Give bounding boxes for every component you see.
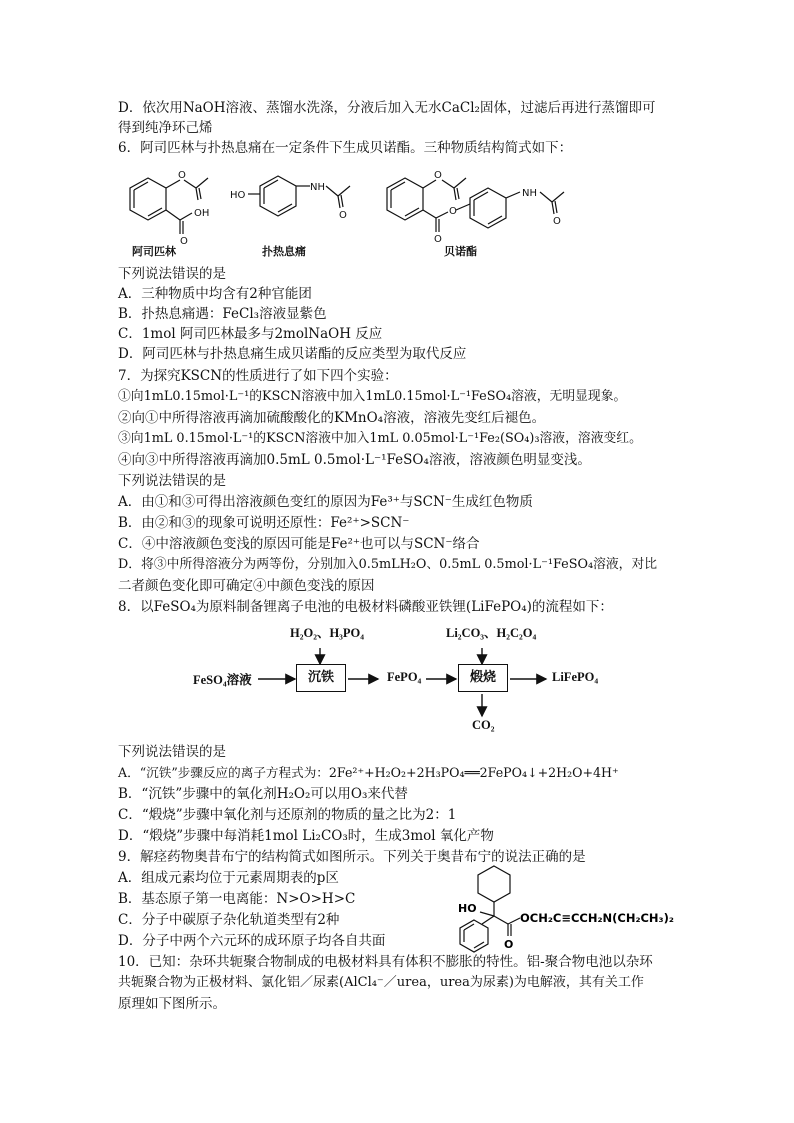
aspirin-benzene-ring [130,178,166,220]
flow-intermediate: FePO₄ [387,670,422,684]
q8-option-d: D．“煅烧”步骤中每消耗1mol Li₂CO₃时，生成3mol 氧化产物 [118,828,494,844]
q8-option-b: B．“沉铁”步骤中的氧化剂H₂O₂可以用O₃来代替 [118,786,408,802]
paracetamol-nh-label: NH [310,182,325,193]
q10-line1: 10．已知：杂环共轭聚合物制成的电极材料具有体积不膨胀的特性。铝-聚合物电池以杂环 [118,954,653,970]
paracetamol-benzene-ring [260,176,296,216]
flow-byproduct: CO₂ [472,718,495,732]
q6-option-c: C．1mol 阿司匹林最多与2molNaOH 反应 [118,326,383,342]
oxybutynin-structure [448,862,678,954]
q7-stem: 7．为探究KSCN的性质进行了如下四个实验： [118,368,398,384]
benorilate-benzene-ring-2 [470,188,506,228]
q9-stem: 9．解痉药物奥昔布宁的结构简式如图所示。下列关于奥昔布宁的说法正确的是 [118,849,586,865]
q9-option-c: C．分子中碳原子杂化轨道类型有2种 [118,912,340,928]
q8-option-a: A．“沉铁”步骤反应的离子方程式为：2Fe²⁺+H₂O₂+2H₃PO₄══2FePO₄↓+2H₂O+4H⁺ [118,765,619,780]
q6-option-b: B．扑热息痛遇：FeCl₃溶液显紫色 [118,306,327,322]
aspirin-carbonyl-o-label: O [180,236,188,247]
q6-option-d: D．阿司匹林与扑热息痛生成贝诺酯的反应类型为取代反应 [118,346,467,362]
q8-option-c: C．“煅烧”步骤中氧化剂与还原剂的物质的量之比为2：1 [118,807,457,823]
q8-question: 下列说法错误的是 [118,744,226,760]
q7-option-b: B．由②和③的现象可说明还原性：Fe²⁺>SCN⁻ [118,515,410,531]
q6-option-a: A．三种物质中均含有2种官能团 [118,286,312,302]
q7-experiment-1: ①向1mL0.15mol·L⁻¹的KSCN溶液中加入1mL0.15mol·L⁻¹FeSO₄溶液，无明显现象。 [118,389,627,404]
flow-feed: FeSO₄溶液 [193,673,252,687]
q9-option-a: A．组成元素均位于元素周期表的p区 [118,870,339,886]
paracetamol-ho-label: HO [230,190,246,201]
benorilate-ester-o-label: O [434,170,442,181]
q7-experiment-3: ③向1mL 0.15mol·L⁻¹的KSCN溶液中加入1mL 0.05mol·L⁻¹Fe₂(SO₄)₃溶液，溶液变红。 [118,431,642,446]
q9-option-b: B．基态原子第一电离能：N>O>H>C [118,891,356,907]
benorilate-amide-o-label: O [553,216,561,227]
cyclohexyl-ring [478,866,510,902]
q6-question: 下列说法错误的是 [118,266,226,282]
oxybutynin-ho-label: HO [458,902,477,915]
q7-option-c: C．④中溶液颜色变浅的原因可能是Fe²⁺也可以与SCN⁻络合 [118,536,480,552]
paracetamol-name: 扑热息痛 [262,245,306,258]
q5-option-d-line2: 得到纯净环己烯 [118,120,213,136]
q10-line2: 共轭聚合物为正极材料、氯化铝／尿素(AlCl₄⁻／urea，urea为尿素)为电解液，其有关工作 [118,975,644,990]
benorilate-name: 贝诺酯 [444,245,477,258]
q7-experiment-2: ②向①中所得溶液再滴加硫酸酸化的KMnO₄溶液，溶液先变红后褪色。 [118,410,546,426]
paracetamol-carbonyl-o-label: O [339,210,347,221]
aspirin-ester-o-label: O [178,170,186,181]
oxybutynin-chain-label: OCH₂C≡CCH₂N(CH₂CH₃)₂ [520,911,674,925]
flow-step1-reagents: H₂O₂、H₃PO₄ [290,626,365,640]
q6-structures [118,158,618,268]
q9-option-d: D．分子中两个六元环的成环原子均各自共面 [118,933,386,949]
q10-line3: 原理如下图所示。 [118,996,226,1012]
benorilate-bridge-o-label: O [449,206,457,217]
benorilate-benzene-ring-1 [387,178,423,220]
flow-step1-box: 沉铁 [296,664,346,692]
benorilate-carbonyl-o-label: O [434,234,442,245]
flow-step2-box: 煅烧 [458,664,508,692]
aspirin-name: 阿司匹林 [132,245,176,258]
oxybutynin-o-label: O [504,938,514,951]
q7-option-a: A．由①和③可得出溶液颜色变红的原因为Fe³⁺与SCN⁻生成红色物质 [118,494,533,510]
q7-question: 下列说法错误的是 [118,473,226,489]
q7-experiment-4: ④向③中所得溶液再滴加0.5mL 0.5mol·L⁻¹FeSO₄溶液，溶液颜色明显变浅。 [118,452,591,468]
flow-product: LiFePO₄ [552,670,599,684]
q7-option-d-line1: D．将③中所得溶液分为两等份，分别加入0.5mLH₂O、0.5mL 0.5mol·L⁻¹FeSO₄溶液，对比 [118,557,658,572]
benorilate-nh-label: NH [522,188,537,199]
aspirin-oh-label: OH [194,208,210,219]
q8-stem: 8．以FeSO₄为原料制备锂离子电池的电极材料磷酸亚铁锂(LiFePO₄)的流程如下： [118,599,613,615]
q5-option-d-line1: D．依次用NaOH溶液、蒸馏水洗涤，分液后加入无水CaCl₂固体，过滤后再进行蒸馏即可 [118,100,656,116]
q6-stem: 6．阿司匹林与扑热息痛在一定条件下生成贝诺酯。三种物质结构简式如下： [118,140,573,156]
flow-step2-reagents: Li₂CO₃、H₂C₂O₄ [446,626,537,640]
q7-option-d-line2: 二者颜色变化即可确定④中颜色变浅的原因 [118,578,375,594]
